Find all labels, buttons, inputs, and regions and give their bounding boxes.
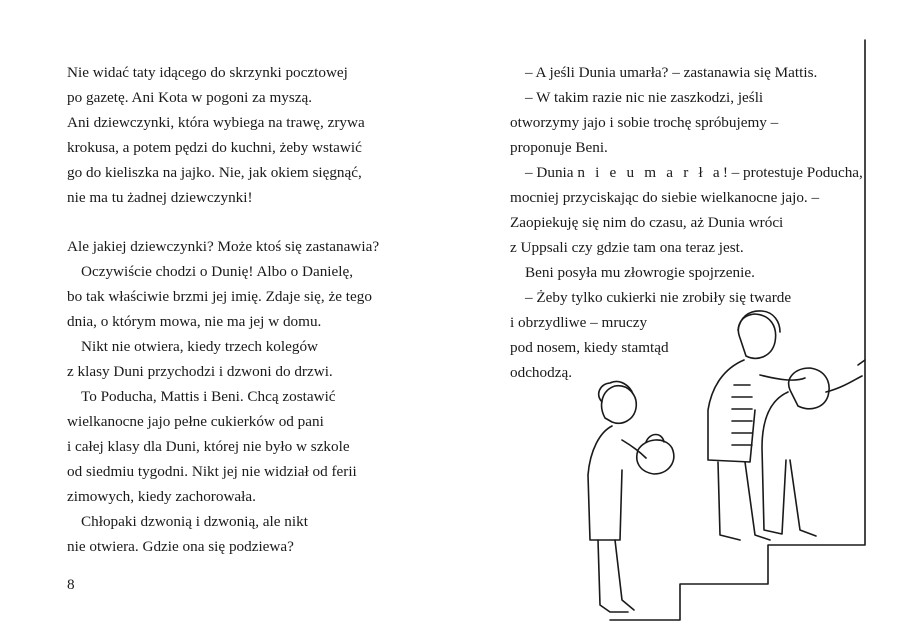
- text-line: To Poducha, Mattis i Beni. Chcą zostawić: [81, 388, 336, 405]
- text-line: i całej klasy dla Duni, której nie było w szkole: [67, 438, 350, 455]
- text-line: dnia, o którym mowa, nie ma jej w domu.: [67, 313, 322, 330]
- text-line: Beni posyła mu złowrogie spojrzenie.: [525, 264, 755, 281]
- text-line: Ale jakiej dziewczynki? Może ktoś się zastanawia?: [67, 238, 380, 255]
- text-line: krokusa, a potem pędzi do kuchni, żeby wstawić: [67, 139, 362, 156]
- text-line: odchodzą.: [510, 364, 572, 381]
- text-line: wielkanocne jajo pełne cukierków od pani: [67, 413, 324, 430]
- text-line: po gazetę. Ani Kota w pogoni za myszą.: [67, 89, 313, 106]
- text-line: i obrzydliwe – mruczy: [510, 314, 648, 331]
- text-line: z Uppsali czy gdzie tam ona teraz jest.: [510, 239, 744, 256]
- text-line: od siedmiu tygodni. Nikt jej nie widział od ferii: [67, 463, 357, 480]
- text-line: Nikt nie otwiera, kiedy trzech kolegów: [81, 338, 319, 355]
- text-line: nie ma tu żadnej dziewczynki!: [67, 189, 253, 206]
- page-number: 8: [67, 576, 75, 593]
- text-line: z klasy Duni przychodzi i dzwoni do drzwi.: [67, 363, 333, 380]
- text-line: nie otwiera. Gdzie ona się podziewa?: [67, 538, 294, 555]
- spaced-emphasis: n i e u m a r ł a: [577, 164, 723, 181]
- boys-on-stairs-illustration: [450, 0, 900, 643]
- text-fragment: – Dunia: [525, 164, 574, 181]
- text-line: Zaopiekuję się nim do czasu, aż Dunia wróci: [510, 214, 784, 231]
- text-line: Nie widać taty idącego do skrzynki pocztowej: [67, 64, 348, 81]
- text-line: Ani dziewczynki, która wybiega na trawę, zrywa: [67, 114, 365, 131]
- text-line: – Żeby tylko cukierki nie zrobiły się twarde: [525, 289, 792, 306]
- text-line: otworzymy jajo i sobie trochę spróbujemy –: [510, 114, 779, 131]
- text-line: – W takim razie nic nie zaszkodzi, jeśli: [525, 89, 764, 106]
- text-line: bo tak właściwie brzmi jej imię. Zdaje się, że tego: [67, 288, 372, 305]
- text-line: mocniej przyciskając do siebie wielkanocne jajo. –: [510, 189, 820, 206]
- text-fragment: ! – protestuje Poducha,: [722, 164, 863, 181]
- text-line: – A jeśli Dunia umarła? – zastanawia się Mattis.: [525, 64, 818, 81]
- illustration-drawing: [450, 0, 900, 643]
- text-line: pod nosem, kiedy stamtąd: [510, 339, 669, 356]
- text-line: go do kieliszka na jajko. Nie, jak okiem sięgnąć,: [67, 164, 362, 181]
- text-line: Chłopaki dzwonią i dzwonią, ale nikt: [81, 513, 308, 530]
- text-line: proponuje Beni.: [510, 139, 608, 156]
- text-line: zimowych, kiedy zachorowała.: [67, 488, 256, 505]
- text-line: Oczywiście chodzi o Dunię! Albo o Danielę,: [81, 263, 354, 280]
